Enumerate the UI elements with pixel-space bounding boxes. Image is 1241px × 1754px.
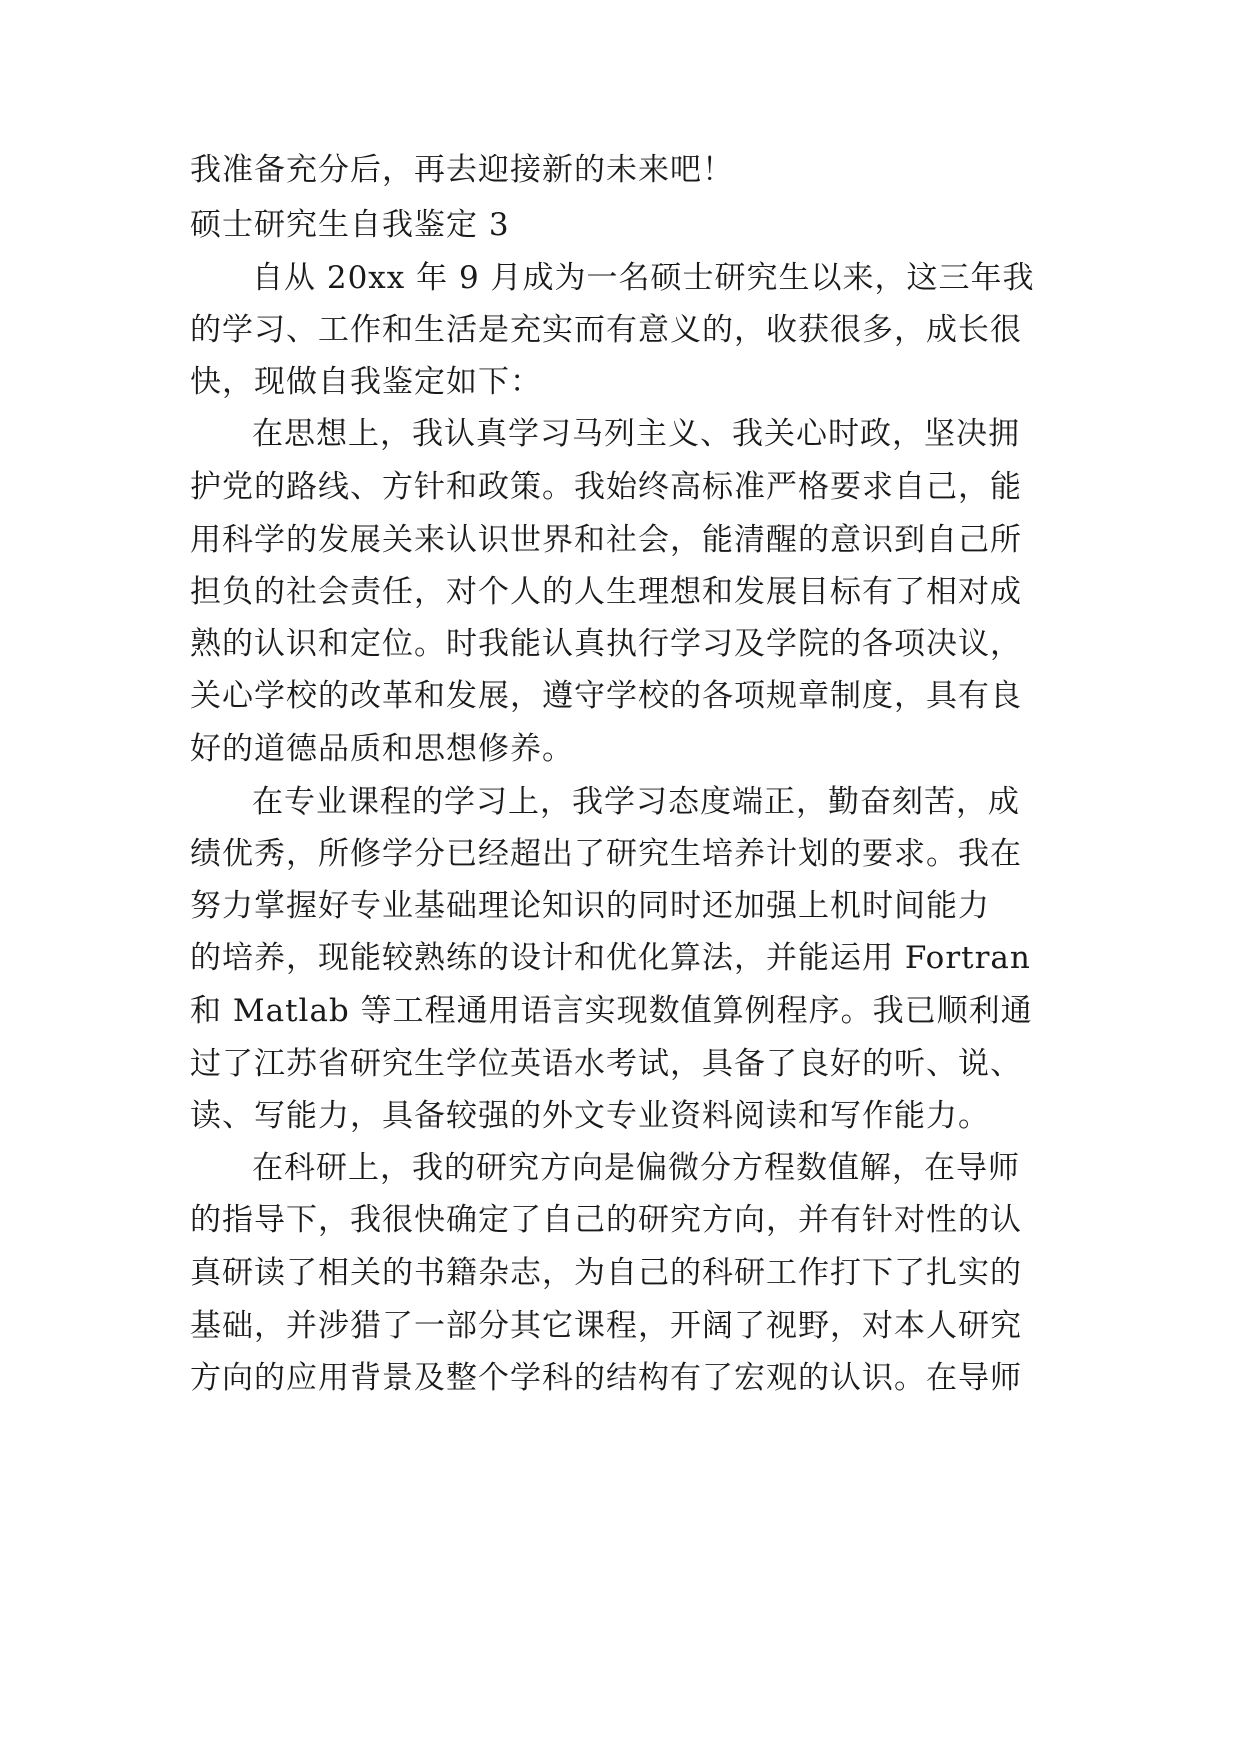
text-line: 关心学校的改革和发展，遵守学校的各项规章制度，具有良 (190, 678, 1022, 714)
text-line: 在思想上，我认真学习马列主义、我关心时政，坚决拥 (252, 416, 1020, 452)
text-line: 护党的路线、方针和政策。我始终高标准严格要求自己，能 (190, 469, 1022, 505)
text-line: 在专业课程的学习上，我学习态度端正，勤奋刻苦，成 (252, 784, 1020, 820)
text-line: 快，现做自我鉴定如下： (190, 364, 542, 400)
text-line: 担负的社会责任，对个人的人生理想和发展目标有了相对成 (190, 574, 1022, 610)
text-line: 在科研上，我的研究方向是偏微分方程数值解，在导师 (252, 1150, 1020, 1186)
text-line: 绩优秀，所修学分已经超出了研究生培养计划的要求。我在 (190, 836, 1022, 872)
text-line: 读、写能力，具备较强的外文专业资料阅读和写作能力。 (190, 1098, 990, 1134)
text-line: 过了江苏省研究生学位英语水考试，具备了良好的听、说、 (190, 1046, 1022, 1082)
text-line: 用科学的发展关来认识世界和社会，能清醒的意识到自己所 (190, 522, 1022, 558)
text-line: 真研读了相关的书籍杂志，为自己的科研工作打下了扎实的 (190, 1255, 1022, 1291)
text-line: 我准备充分后，再去迎接新的未来吧！ (190, 152, 734, 188)
text-line: 熟的认识和定位。时我能认真执行学习及学院的各项决议， (190, 626, 1022, 662)
text-line: 努力掌握好专业基础理论知识的同时还加强上机时间能力 (190, 888, 990, 924)
text-line: 的学习、工作和生活是充实而有意义的，收获很多，成长很 (190, 312, 1022, 348)
text-line: 方向的应用背景及整个学科的结构有了宏观的认识。在导师 (190, 1360, 1022, 1396)
text-line: 自从 20xx 年 9 月成为一名硕士研究生以来，这三年我 (252, 260, 1035, 296)
text-line: 基础，并涉猎了一部分其它课程，开阔了视野，对本人研究 (190, 1308, 1022, 1344)
text-line: 的指导下，我很快确定了自己的研究方向，并有针对性的认 (190, 1202, 1022, 1238)
text-line: 好的道德品质和思想修养。 (190, 731, 574, 767)
text-line: 的培养，现能较熟练的设计和优化算法，并能运用 Fortran (190, 940, 1031, 976)
text-line: 和 Matlab 等工程通用语言实现数值算例程序。我已顺利通 (190, 993, 1033, 1029)
section-heading: 硕士研究生自我鉴定 3 (190, 207, 510, 243)
